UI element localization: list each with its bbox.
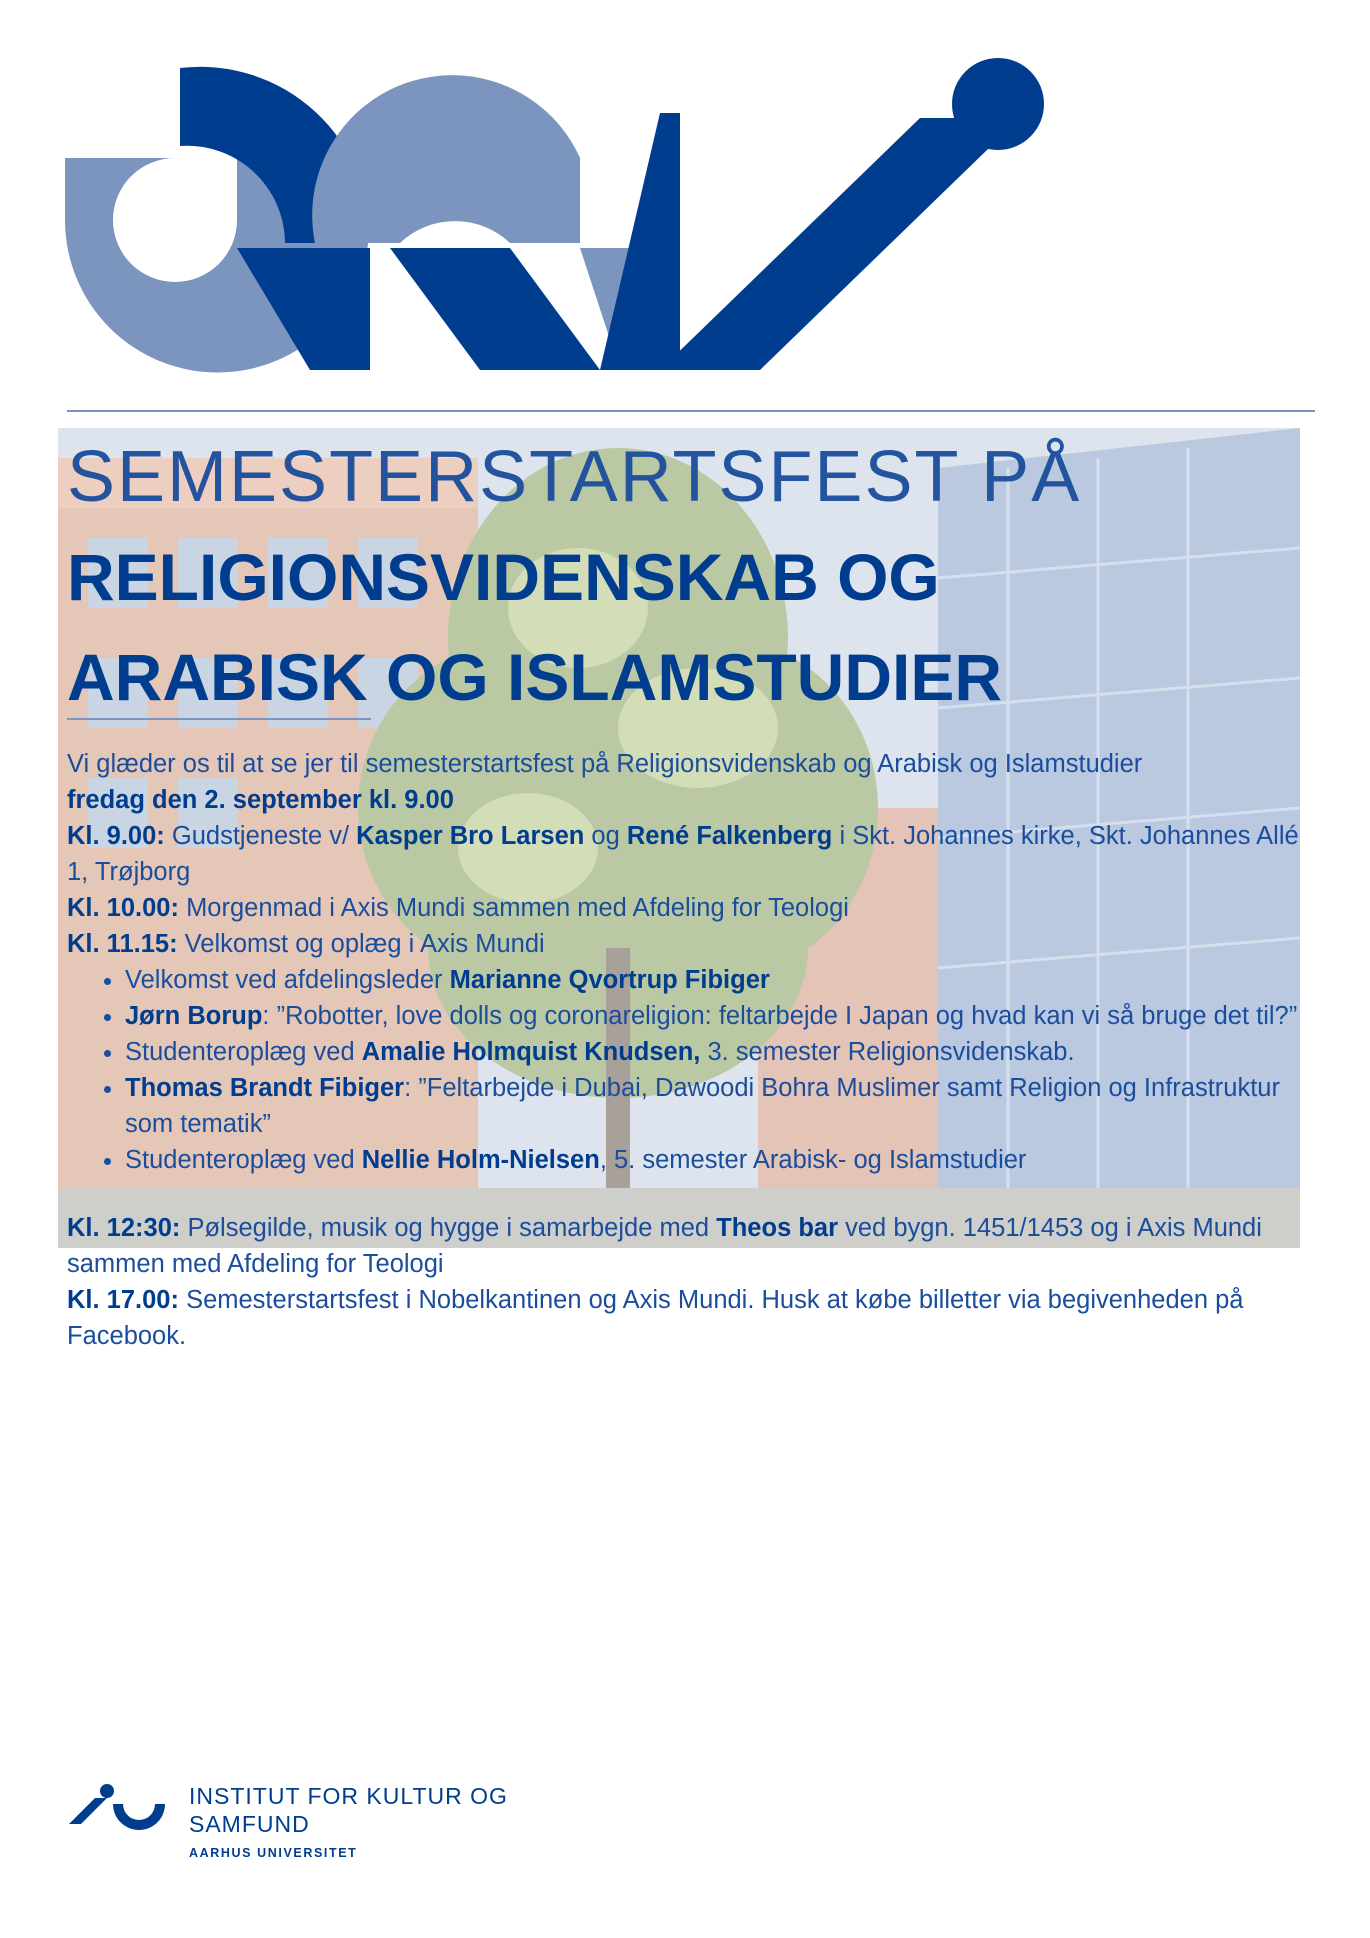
list-item (125, 998, 1299, 1034)
schedule-text: ved bygn. 1451/1453 og i Axis Mundi sammen med Afdeling for Teologi (67, 1214, 1262, 1278)
institute-name-line: INSTITUT FOR KULTUR OG (189, 1783, 508, 1809)
title-line-3: ARABISK OG ISLAMSTUDIER (67, 640, 1003, 714)
schedule-text: i Skt. Johannes kirke, Skt. Johannes Allé 1, Trøjborg (67, 822, 1299, 886)
speaker-name: Thomas Brandt Fibiger (125, 1074, 405, 1102)
event-date: fredag den 2. september kl. 9.00 (67, 786, 454, 814)
schedule-text: Semesterstartsfest i Nobelkantinen og Axis Mundi. Husk at købe billetter via begivenheden på Facebook. (67, 1286, 1244, 1350)
schedule-text: Gudstjeneste v/ (164, 822, 357, 850)
speaker-name: Amalie Holmquist Knudsen, (361, 1038, 701, 1066)
schedule-time: Kl. 10.00: (67, 894, 179, 922)
institute-name (189, 1782, 589, 1838)
title-divider (67, 718, 371, 720)
title-line-1: SEMESTERSTARTSFEST PÅ (67, 437, 1082, 517)
schedule-text: Morgenmad i Axis Mundi sammen med Afdeling for Teologi (178, 894, 849, 922)
speaker-name: Kasper Bro Larsen (356, 822, 585, 850)
list-item (125, 1070, 1299, 1142)
speaker-name: Jørn Borup (125, 1002, 263, 1030)
talk-text: , 5. semester Arabisk- og Islamstudier (599, 1146, 1027, 1174)
institute-text (189, 1782, 589, 1860)
schedule-text: og (584, 822, 627, 850)
title-line-2: RELIGIONSVIDENSKAB OG (67, 540, 940, 614)
talk-text: Velkomst ved afdelingsleder (125, 966, 450, 994)
schedule-text: Pølsegilde, musik og hygge i samarbejde med (180, 1214, 717, 1242)
schedule-item-1115 (67, 926, 1299, 1178)
talks-list (67, 962, 1299, 1178)
list-item (125, 962, 1299, 998)
schedule-time: Kl. 12:30: (67, 1214, 181, 1242)
university-name: AARHUS UNIVERSITET (189, 1846, 358, 1860)
top-divider (67, 410, 1315, 412)
au-pattern-logo-graphic (60, 58, 1080, 378)
venue-name: Theos bar (716, 1214, 839, 1242)
event-program (67, 746, 1299, 1354)
intro-text: Vi glæder os til at se jer til semesterstartsfest på Religionsvidenskab og Arabisk og Islamstudier (67, 750, 1143, 778)
speaker-name: René Falkenberg (626, 822, 833, 850)
talk-text: Studenteroplæg ved (125, 1038, 362, 1066)
au-logo-icon (67, 1782, 177, 1832)
institute-name-line: SAMFUND (189, 1811, 310, 1837)
talk-text: : ”Feltarbejde i Dubai, Dawoodi Bohra Muslimer samt Religion og Infrastruktur som tematik” (125, 1074, 1280, 1138)
schedule-item-1000 (67, 890, 1299, 926)
talk-text: 3. semester Religionsvidenskab. (700, 1038, 1075, 1066)
schedule-time: Kl. 9.00: (67, 822, 165, 850)
speaker-name: Marianne Qvortrup Fibiger (449, 966, 770, 994)
speaker-name: Nellie Holm-Nielsen (361, 1146, 600, 1174)
schedule-time: Kl. 11.15: (67, 930, 178, 958)
intro-paragraph (67, 746, 1299, 818)
poster-title (67, 437, 1307, 727)
schedule-time: Kl. 17.00: (67, 1286, 179, 1314)
schedule-item-1230 (67, 1210, 1299, 1282)
schedule-text: Velkomst og oplæg i Axis Mundi (177, 930, 545, 958)
talk-text: Studenteroplæg ved (125, 1146, 362, 1174)
schedule-item-1700 (67, 1282, 1299, 1354)
list-item (125, 1142, 1299, 1178)
talk-text: : ”Robotter, love dolls og coronareligion: feltarbejde I Japan og hvad kan vi så bruge det til?” (262, 1002, 1298, 1030)
schedule-item-0900 (67, 818, 1299, 890)
list-item (125, 1034, 1299, 1070)
